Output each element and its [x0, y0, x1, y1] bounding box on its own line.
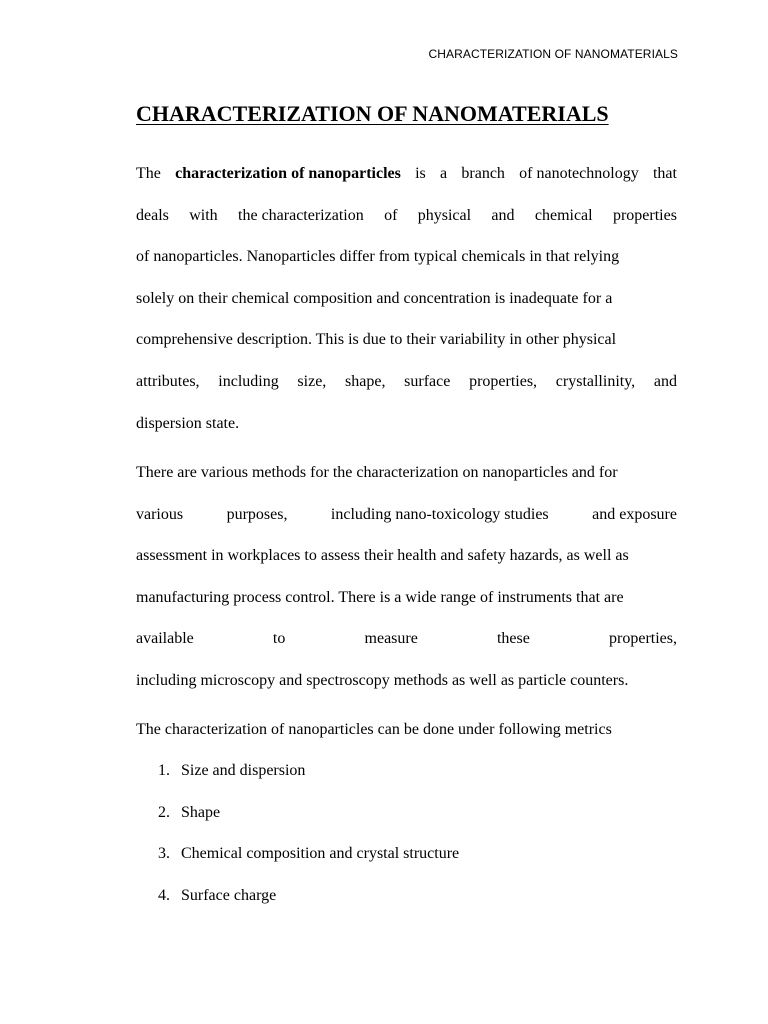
list-item-text: Shape: [181, 803, 221, 821]
word: that: [652, 165, 677, 182]
paragraph-line: [136, 630, 677, 672]
paragraph-line: [136, 207, 677, 249]
word: purposes,: [226, 505, 288, 523]
paragraph-line: dispersion state.: [136, 414, 240, 432]
paragraph-line: manufacturing process control. There is a wide range of instruments that are: [136, 588, 624, 606]
paragraph-line: solely on their chemical composition and concentration is inadequate for a: [136, 289, 613, 307]
list-number: 4.: [158, 886, 170, 904]
word: a: [440, 165, 448, 182]
word: branch: [461, 165, 505, 182]
word: surface: [404, 372, 451, 390]
word: crystallinity,: [555, 372, 636, 390]
paragraph-line: assessment in workplaces to assess their health and safety hazards, as well as: [136, 547, 629, 565]
paragraph-line: [136, 373, 677, 415]
word: and: [653, 372, 677, 390]
list-item-text: Chemical composition and crystal structure: [181, 845, 460, 863]
list-item-text: Size and dispersion: [181, 762, 306, 779]
paragraph-line: of nanoparticles. Nanoparticles differ from typical chemicals in that relying: [136, 248, 620, 266]
list-number: 2.: [158, 803, 170, 821]
paragraph-line: comprehensive description. This is due to their variability in other physical: [136, 331, 617, 349]
word: deals: [136, 206, 169, 224]
list-number: 3.: [158, 845, 170, 863]
word: attributes,: [136, 372, 200, 390]
list-item-text: Surface charge: [181, 886, 277, 904]
word: is: [415, 165, 426, 182]
word: and exposure: [592, 505, 677, 523]
word: and: [491, 206, 515, 224]
word: measure: [364, 630, 418, 648]
word: size,: [297, 372, 327, 390]
paragraph-methods: [136, 464, 677, 690]
word: including: [218, 372, 279, 390]
paragraph-intro: [136, 165, 677, 433]
list-number: 1.: [158, 762, 170, 779]
word: properties: [612, 206, 677, 224]
paragraph-line: including microscopy and spectroscopy methods as well as particle counters.: [136, 671, 629, 689]
word: properties,: [609, 630, 677, 648]
paragraph-line: There are various methods for the characterization on nanoparticles and for: [136, 464, 618, 481]
word: to: [272, 630, 286, 648]
bold-term: characterization of nanoparticles: [175, 165, 401, 182]
running-header: CHARACTERIZATION OF NANOMATERIALS: [428, 47, 678, 61]
word: available: [136, 630, 194, 648]
word: The: [136, 165, 161, 182]
document-title: CHARACTERIZATION OF NANOMATERIALS: [136, 101, 609, 126]
word: various: [136, 505, 184, 523]
word: the characterization: [238, 206, 364, 224]
word: including nano-toxicology studies: [330, 505, 549, 523]
paragraph-line: [136, 506, 677, 548]
word: of: [384, 206, 398, 224]
word: these: [496, 630, 530, 648]
word: of nanotechnology: [519, 165, 639, 182]
word: properties,: [469, 372, 538, 390]
word: chemical: [534, 206, 593, 224]
word: with: [189, 206, 218, 224]
metrics-intro: The characterization of nanoparticles can be done under following metrics: [136, 721, 612, 738]
paragraph-line: [136, 165, 677, 207]
word: shape,: [345, 372, 386, 390]
word: physical: [417, 206, 472, 224]
